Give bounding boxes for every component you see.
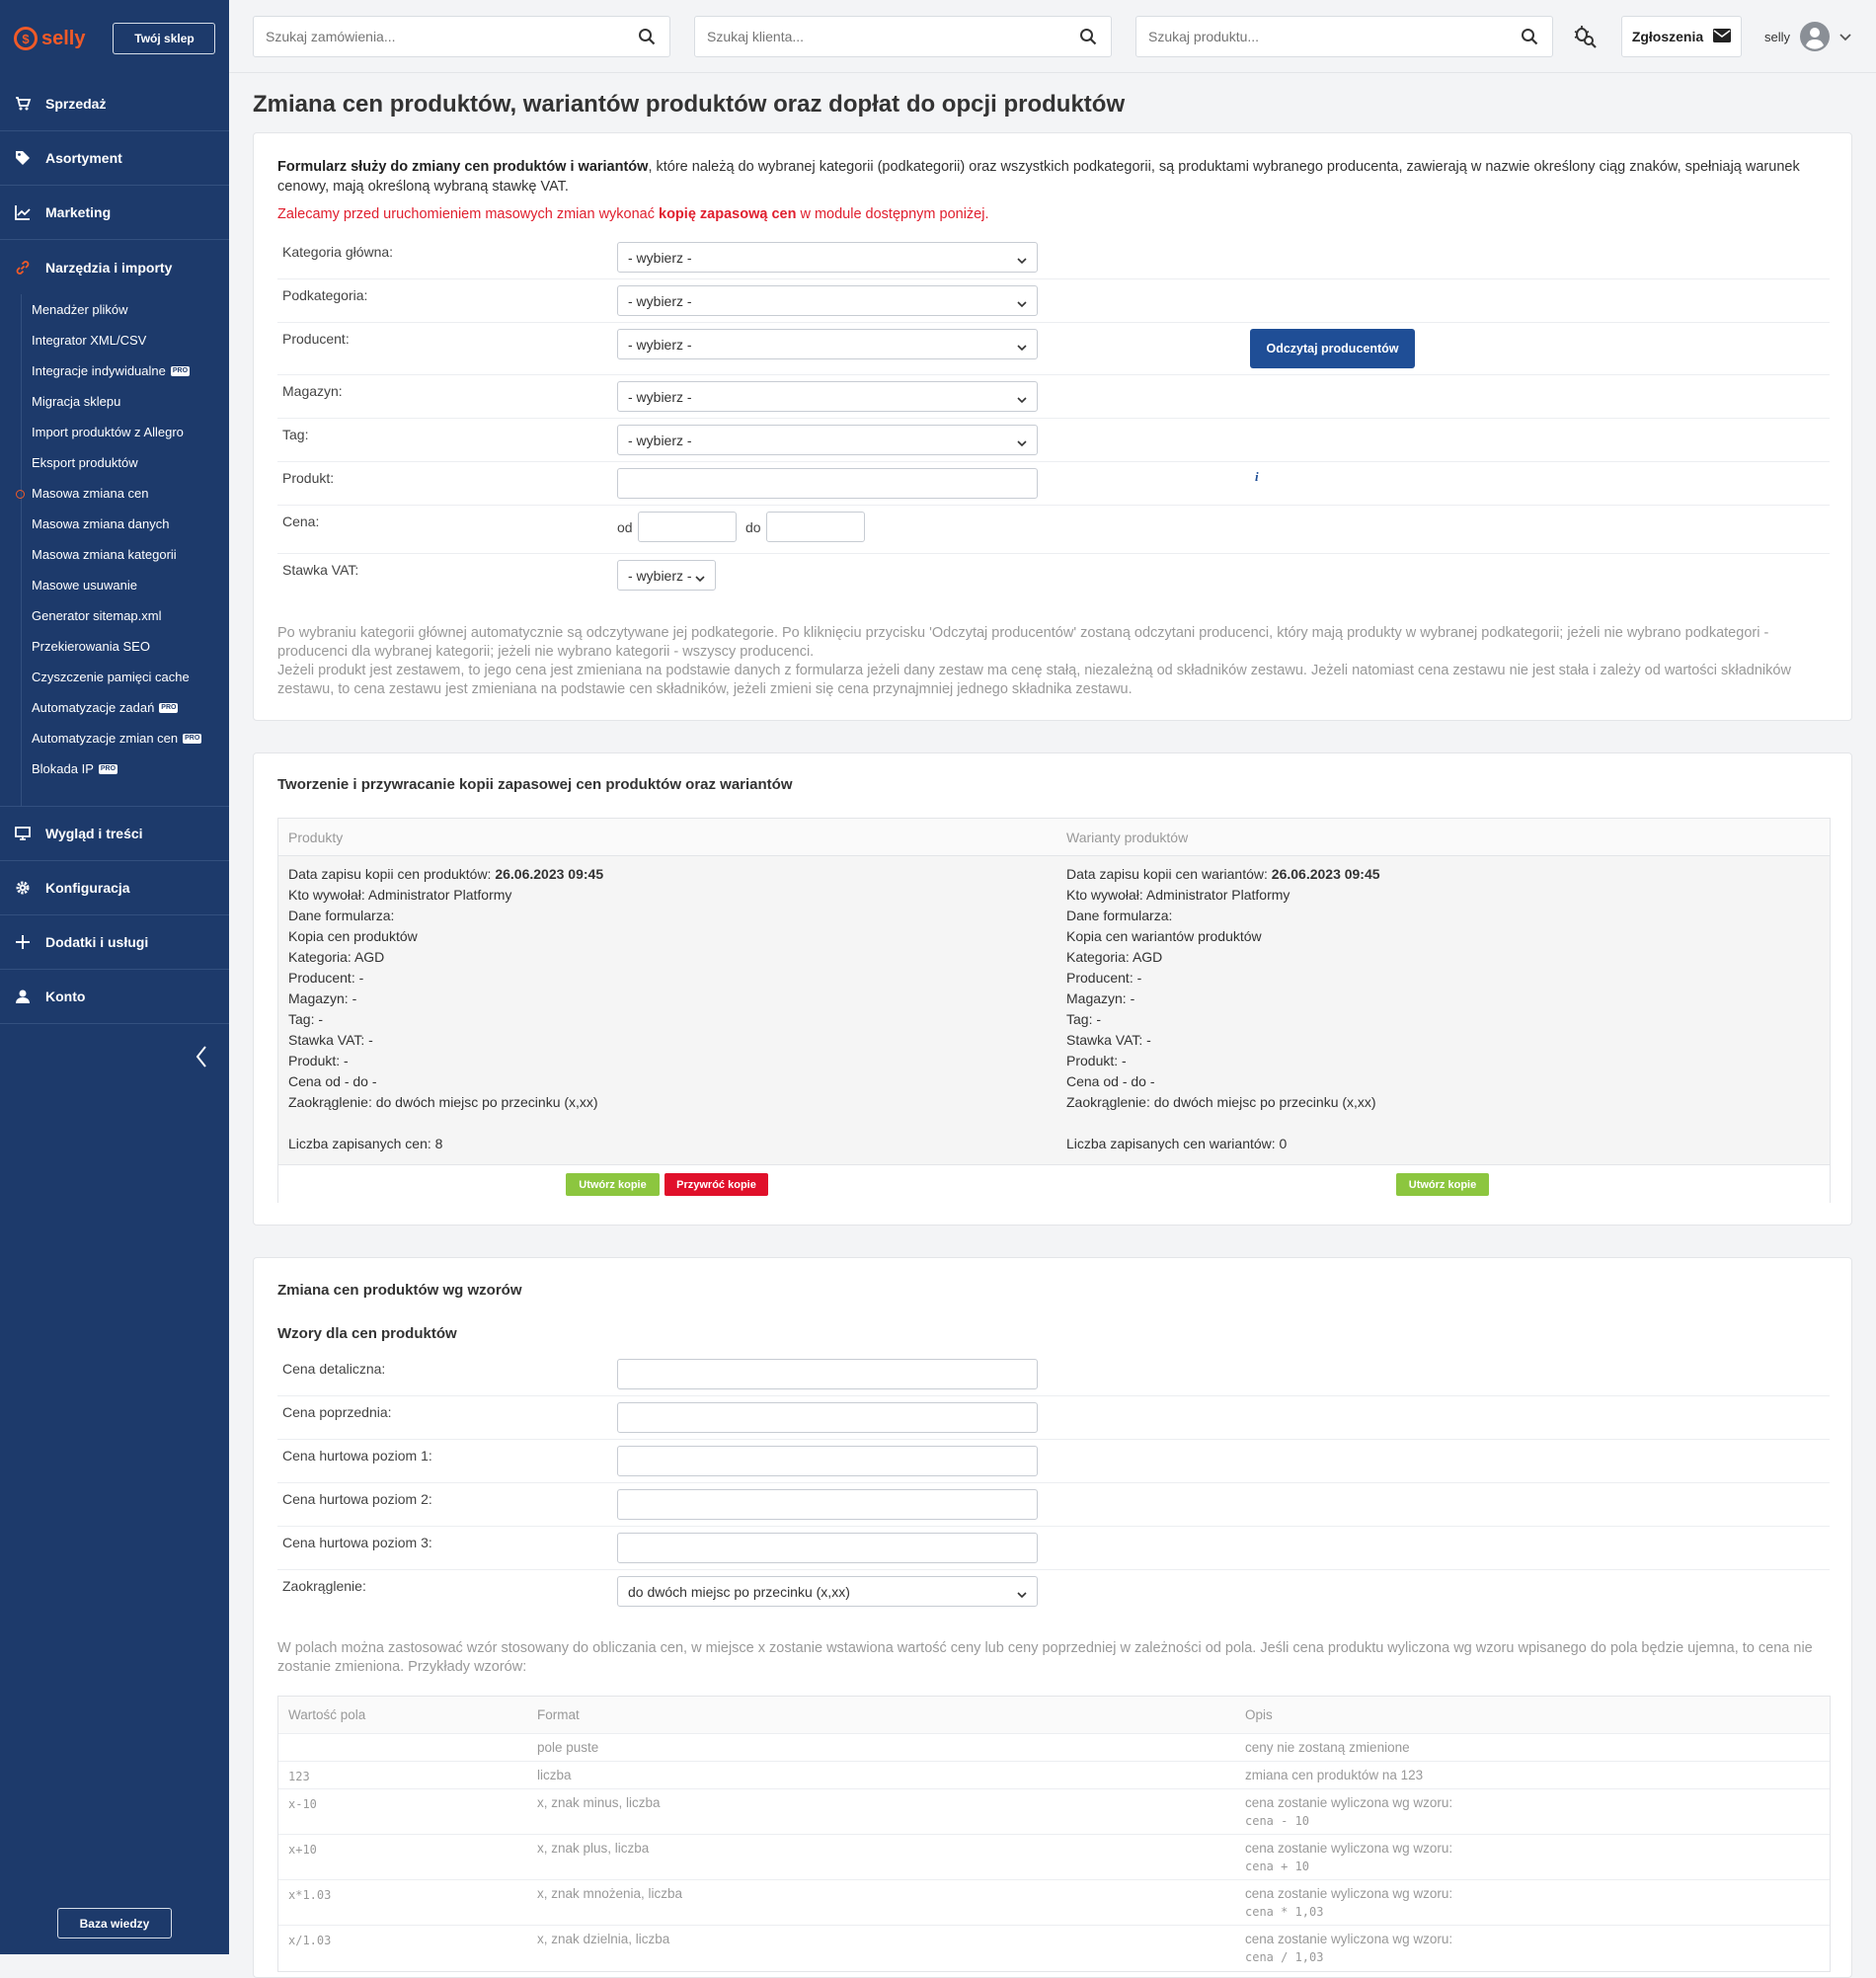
submenu-label: Czyszczenie pamięci cache <box>32 670 190 684</box>
form-row-vat <box>277 554 1830 603</box>
vat-select[interactable] <box>617 560 716 591</box>
table-cell: cena * 1,03 <box>1245 1905 1324 1919</box>
select-value: - wybierz - <box>628 432 692 448</box>
warn-text: w module dostępnym poniżej. <box>796 206 989 222</box>
spacer <box>288 1113 603 1134</box>
submenu-label: Blokada IP <box>32 761 94 776</box>
selly-logo[interactable] <box>14 27 85 50</box>
table-header: Format <box>537 1707 580 1722</box>
intro-bold: Formularz służy do zmiany cen produktów i wariantów <box>277 159 649 175</box>
link-icon <box>14 259 32 277</box>
sidebar-item-label: Narzędzia i importy <box>45 259 173 276</box>
backup-title: Tworzenie i przywracanie kopii zapasowej cen produktów oraz wariantów <box>277 776 793 793</box>
chevron-down-icon <box>1839 30 1851 44</box>
backup-line: Produkt: - <box>288 1053 349 1068</box>
submenu-label: Eksport produktów <box>32 455 138 470</box>
tickets-label: Zgłoszenia <box>1631 29 1704 44</box>
tickets-button[interactable] <box>1621 16 1742 57</box>
submenu-item[interactable] <box>0 600 229 631</box>
table-cell: pole puste <box>537 1740 599 1755</box>
date-label: Data zapisu kopii cen wariantów: <box>1066 866 1272 882</box>
sidebar-item-label: Sprzedaż <box>45 96 107 112</box>
table-cell: x, znak dzielnia, liczba <box>537 1932 670 1946</box>
formulas-title: Zmiana cen produktów wg wzorów <box>277 1282 522 1299</box>
sidebar-item-account[interactable] <box>0 970 229 1024</box>
sidebar-item-label: Dodatki i usługi <box>45 934 149 950</box>
table-cell: x, znak minus, liczba <box>537 1795 661 1810</box>
subcategory-label: Podkategoria: <box>282 287 368 303</box>
avatar-icon <box>1800 22 1830 51</box>
table-cell: x-10 <box>288 1797 317 1811</box>
formulas-note: W polach można zastosować wzór stosowany do obliczania cen, w miejsce x zostanie wstawiona wartość ceny lub ceny poprzedniej w zależności od pola. Jeśli cena produktu wyliczona wg wzoru wpisanego do pola będzie ujemna, to cena nie zostanie zmieniona. Przykłady wzorów: <box>277 1640 1813 1675</box>
producer-select[interactable] <box>617 329 1038 359</box>
page-title: Zmiana cen produktów, wariantów produktów oraz dopłat do opcji produktów <box>253 91 1126 118</box>
backup-line: Dane formularza: <box>288 908 395 923</box>
backup-line: Producent: - <box>288 970 364 986</box>
chart-icon <box>14 203 32 221</box>
main-content <box>229 73 1876 1964</box>
variants-header: Warianty produktów <box>1066 830 1189 845</box>
backup-line: Stawka VAT: - <box>1066 1032 1151 1048</box>
submenu-item[interactable] <box>0 631 229 662</box>
pro-badge: PRO <box>185 734 200 742</box>
warn-bold: kopię zapasową cen <box>659 206 797 222</box>
table-cell: x, znak mnożenia, liczba <box>537 1886 683 1901</box>
formulas-card <box>253 1257 1852 1978</box>
backup-warning <box>277 206 989 222</box>
backup-table <box>277 818 1831 1203</box>
warn-text: Zalecamy przed uruchomieniem masowych zmian wykonać <box>277 206 660 222</box>
table-cell: cena / 1,03 <box>1245 1950 1324 1964</box>
price-from-label: od <box>617 519 633 535</box>
backup-line: Tag: - <box>1066 1011 1102 1027</box>
form-row-rounding <box>277 1570 1830 1614</box>
pro-badge: PRO <box>172 366 189 374</box>
submenu-label: Przekierowania SEO <box>32 639 150 654</box>
table-cell: x/1.03 <box>288 1934 332 1947</box>
sidebar-item-marketing[interactable] <box>0 186 229 240</box>
collapse-sidebar-icon[interactable] <box>194 1045 209 1068</box>
envelope-icon <box>1713 29 1731 45</box>
product-input[interactable] <box>617 468 1038 499</box>
tag-select[interactable] <box>617 425 1038 455</box>
form-row-tag <box>277 419 1830 462</box>
wholesale3-price-input[interactable] <box>617 1533 1038 1563</box>
subcategory-select[interactable] <box>617 285 1038 316</box>
search-products <box>1135 16 1553 57</box>
sidebar-item-label: Konto <box>45 989 86 1004</box>
chevron-down-icon <box>1017 340 1027 350</box>
cart-icon <box>14 95 32 113</box>
tag-label: Tag: <box>282 427 309 442</box>
form-row-wholesale3 <box>277 1527 1830 1570</box>
table-cell: x*1.03 <box>288 1888 332 1902</box>
selly-logo-icon: $ <box>14 27 38 50</box>
submenu-item[interactable] <box>0 356 229 386</box>
products-header: Produkty <box>288 830 344 845</box>
form-row-subcategory <box>277 279 1830 323</box>
backup-line: Cena od - do - <box>1066 1073 1155 1089</box>
wholesale3-label: Cena hurtowa poziom 3: <box>282 1535 432 1550</box>
sidebar <box>0 0 229 1954</box>
table-cell: cena + 10 <box>1245 1859 1310 1873</box>
sidebar-item-sales[interactable] <box>0 77 229 131</box>
product-label: Produkt: <box>282 470 335 486</box>
price-to-label: do <box>745 519 761 535</box>
select-value: - wybierz - <box>628 336 692 353</box>
logo-text: selly <box>41 27 86 49</box>
form-row-retail <box>277 1353 1830 1396</box>
search-icon[interactable] <box>1521 28 1538 45</box>
form-row-producer <box>277 323 1830 375</box>
table-cell: cena zostanie wyliczona wg wzoru: <box>1245 1932 1453 1946</box>
shop-button[interactable]: Twój sklep <box>113 23 215 54</box>
rounding-label: Zaokrąglenie: <box>282 1578 366 1594</box>
date-value: 26.06.2023 09:45 <box>495 866 604 882</box>
submenu-item-active[interactable] <box>0 478 229 509</box>
table-cell: cena zostanie wyliczona wg wzoru: <box>1245 1886 1453 1901</box>
select-value: - wybierz - <box>628 292 692 309</box>
vat-label: Stawka VAT: <box>282 562 359 578</box>
form-row-product <box>277 462 1830 506</box>
form-row-wholesale2 <box>277 1483 1830 1527</box>
backup-line: Magazyn: - <box>1066 990 1135 1006</box>
tag-icon <box>14 149 32 167</box>
knowledge-base-button[interactable]: Baza wiedzy <box>57 1908 172 1938</box>
user-name: selly <box>1764 29 1791 44</box>
sidebar-item-tools[interactable] <box>0 240 229 294</box>
submenu-item[interactable] <box>0 692 229 723</box>
sidebar-item-config[interactable] <box>0 861 229 915</box>
backup-line: Kto wywołał: Administrator Platformy <box>288 887 512 903</box>
submenu-label: Automatyzacje zadań <box>32 700 155 715</box>
submenu-item[interactable] <box>0 723 229 753</box>
table-cell: x, znak plus, liczba <box>537 1841 650 1856</box>
submenu-item[interactable] <box>0 662 229 692</box>
search-icon[interactable] <box>638 28 656 45</box>
submenu-label: Generator sitemap.xml <box>32 608 162 623</box>
table-cell: x+10 <box>288 1843 317 1857</box>
backup-line: Stawka VAT: - <box>288 1032 373 1048</box>
sidebar-header <box>0 0 229 77</box>
search-icon[interactable] <box>1079 28 1097 45</box>
price-to-input[interactable] <box>766 512 865 542</box>
chevron-down-icon <box>1017 392 1027 402</box>
table-header-row <box>278 1697 1830 1734</box>
backup-line: Produkt: - <box>1066 1053 1127 1068</box>
sidebar-item-label: Wygląd i treści <box>45 826 143 841</box>
sidebar-item-appearance[interactable] <box>0 807 229 861</box>
form-note-2: Jeżeli produkt jest zestawem, to jego cena jest zmieniana na podstawie danych z formularza jeżeli dany zestaw ma cenę stałą, niezależną od składników zestawu. Jeżeli natomiast cena zestawu nie jest stała i zależy od wartości składników zestawu, to cena zestawu jest zmieniana na podstawie cen składników, jeżeli zmieni się cena przynajmniej jednego składnika zestawu. <box>277 663 1791 697</box>
price-from-input[interactable] <box>638 512 737 542</box>
backup-line: Kategoria: AGD <box>288 949 385 965</box>
select-value: - wybierz - <box>628 388 692 405</box>
backup-card <box>253 752 1852 1226</box>
sidebar-item-label: Konfiguracja <box>45 880 130 896</box>
table-row <box>278 1734 1830 1762</box>
chevron-down-icon <box>1017 435 1027 445</box>
table-cell: zmiana cen produktów na 123 <box>1245 1768 1424 1782</box>
search-clients-input[interactable] <box>707 29 1062 44</box>
variants-backup-info <box>1066 864 1380 1154</box>
restore-products-backup-button[interactable]: Przywróć kopie <box>664 1173 768 1196</box>
create-products-backup-button[interactable]: Utwórz kopie <box>566 1173 660 1196</box>
search-orders <box>253 16 670 57</box>
submenu-item[interactable] <box>0 447 229 478</box>
bug-search-icon[interactable] <box>1572 24 1598 49</box>
backup-line: Kto wywołał: Administrator Platformy <box>1066 887 1290 903</box>
form-row-category <box>277 236 1830 279</box>
chevron-down-icon <box>1017 1587 1027 1597</box>
submenu-item[interactable] <box>0 325 229 356</box>
create-variants-backup-button[interactable]: Utwórz kopie <box>1396 1173 1489 1196</box>
formulas-subtitle: Wzory dla cen produktów <box>277 1325 457 1342</box>
retail-label: Cena detaliczna: <box>282 1361 386 1377</box>
submenu-label: Masowa zmiana danych <box>32 516 170 531</box>
search-orders-input[interactable] <box>266 29 621 44</box>
submenu-label: Masowe usuwanie <box>32 578 137 593</box>
form-intro <box>277 157 1828 197</box>
warehouse-select[interactable] <box>617 381 1038 412</box>
user-menu[interactable] <box>1764 20 1851 53</box>
info-icon[interactable]: i <box>1255 469 1259 484</box>
table-row <box>278 1789 1830 1835</box>
submenu-item[interactable] <box>0 570 229 600</box>
submenu-label: Import produktów z Allegro <box>32 425 184 439</box>
submenu-label: Automatyzacje zmian cen <box>32 731 179 746</box>
spacer <box>1066 1113 1380 1134</box>
plus-icon <box>14 933 32 951</box>
table-row <box>278 1835 1830 1880</box>
submenu-item[interactable] <box>0 294 229 325</box>
backup-line: Tag: - <box>288 1011 324 1027</box>
products-backup-info <box>288 864 603 1154</box>
warehouse-label: Magazyn: <box>282 383 343 399</box>
backup-line: Kategoria: AGD <box>1066 949 1163 965</box>
chevron-down-icon <box>695 571 705 581</box>
form-row-previous <box>277 1396 1830 1440</box>
table-header: Opis <box>1245 1707 1273 1722</box>
monitor-icon <box>14 825 32 842</box>
sidebar-item-label: Marketing <box>45 204 112 220</box>
submenu-label: Integrator XML/CSV <box>32 333 147 348</box>
submenu-item[interactable] <box>0 539 229 570</box>
form-note-1: Po wybraniu kategorii głównej automatycznie są odczytywane jej podkategorie. Po kliknięciu przycisku 'Odczytaj producentów' zostaną odczytani producenci, który mają produkty w wybranej podkategorii; jeżeli nie wybrano podkategori - producenci dla wybranej kategorii; jeżeli nie wybrano kategorii - wszyscy producenci. <box>277 625 1769 660</box>
submenu-item[interactable] <box>0 417 229 447</box>
table-cell: cena - 10 <box>1245 1814 1310 1828</box>
category-select[interactable] <box>617 242 1038 273</box>
wholesale1-label: Cena hurtowa poziom 1: <box>282 1448 432 1464</box>
rounding-select[interactable] <box>617 1576 1038 1607</box>
sidebar-item-addons[interactable] <box>0 915 229 970</box>
submenu-label: Masowa zmiana kategorii <box>32 547 177 562</box>
submenu-label: Menadżer plików <box>32 302 128 317</box>
table-cell: 123 <box>288 1770 310 1783</box>
table-cell: ceny nie zostaną zmienione <box>1245 1740 1410 1755</box>
table-row <box>278 1926 1830 1971</box>
table-header: Wartość pola <box>288 1707 366 1722</box>
search-products-input[interactable] <box>1148 29 1504 44</box>
sidebar-item-assortment[interactable] <box>0 131 229 186</box>
submenu-label: Migracja sklepu <box>32 394 121 409</box>
filter-form-card <box>253 132 1852 721</box>
submenu-item[interactable] <box>0 753 229 784</box>
producer-label: Producent: <box>282 331 350 347</box>
products-backup-date <box>288 864 603 885</box>
form-row-warehouse <box>277 375 1830 419</box>
products-backup-count: Liczba zapisanych cen: 8 <box>288 1136 443 1151</box>
wholesale2-price-input[interactable] <box>617 1489 1038 1520</box>
wholesale1-price-input[interactable] <box>617 1446 1038 1476</box>
variants-backup-date <box>1066 864 1380 885</box>
backup-line: Zaokrąglenie: do dwóch miejsc po przecinku (x,xx) <box>1066 1094 1376 1110</box>
read-producers-button[interactable]: Odczytaj producentów <box>1250 329 1415 368</box>
table-cell: liczba <box>537 1768 572 1782</box>
select-value: - wybierz - <box>628 567 692 584</box>
backup-line: Magazyn: - <box>288 990 357 1006</box>
search-clients <box>694 16 1112 57</box>
previous-label: Cena poprzednia: <box>282 1404 392 1420</box>
pro-badge: PRO <box>161 703 177 711</box>
backup-line: Zaokrąglenie: do dwóch miejsc po przecinku (x,xx) <box>288 1094 598 1110</box>
previous-price-input[interactable] <box>617 1402 1038 1433</box>
select-value: - wybierz - <box>628 249 692 266</box>
backup-line: Kopia cen produktów <box>288 928 418 944</box>
select-value: do dwóch miejsc po przecinku (x,xx) <box>628 1583 850 1600</box>
submenu-item[interactable] <box>0 509 229 539</box>
intro-text: , które należą do wybranej kategorii (podkategorii) oraz wszystkich podkategorii, są produktami wybranego producenta, zawierają w nazwie określony ciąg znaków, spełniają warunek cenowy, mają określoną wybraną stawkę VAT. <box>277 159 1800 195</box>
form-row-wholesale1 <box>277 1440 1830 1483</box>
backup-actions <box>278 1164 1830 1203</box>
wholesale2-label: Cena hurtowa poziom 2: <box>282 1491 432 1507</box>
pro-badge: PRO <box>100 764 117 772</box>
tools-submenu <box>0 294 229 807</box>
form-row-price <box>277 506 1830 554</box>
table-row <box>278 1762 1830 1789</box>
chevron-down-icon <box>1017 296 1027 306</box>
category-label: Kategoria główna: <box>282 244 394 260</box>
variants-backup-count: Liczba zapisanych cen wariantów: 0 <box>1066 1136 1288 1151</box>
backup-line: Dane formularza: <box>1066 908 1173 923</box>
submenu-label: Integracje indywidualne <box>32 363 166 378</box>
backup-table-header <box>278 819 1830 856</box>
gear-icon <box>14 879 32 897</box>
table-cell: cena zostanie wyliczona wg wzoru: <box>1245 1841 1453 1856</box>
user-icon <box>14 988 32 1005</box>
table-cell: cena zostanie wyliczona wg wzoru: <box>1245 1795 1453 1810</box>
backup-line: Producent: - <box>1066 970 1142 986</box>
formula-examples-table <box>277 1696 1831 1972</box>
submenu-label: Masowa zmiana cen <box>32 486 149 501</box>
date-value: 26.06.2023 09:45 <box>1271 866 1380 882</box>
retail-price-input[interactable] <box>617 1359 1038 1389</box>
backup-line: Kopia cen wariantów produktów <box>1066 928 1262 944</box>
table-row <box>278 1880 1830 1926</box>
backup-line: Cena od - do - <box>288 1073 377 1089</box>
topbar <box>229 0 1876 73</box>
date-label: Data zapisu kopii cen produktów: <box>288 866 496 882</box>
price-label: Cena: <box>282 514 320 529</box>
sidebar-item-label: Asortyment <box>45 150 122 166</box>
submenu-item[interactable] <box>0 386 229 417</box>
chevron-down-icon <box>1017 253 1027 263</box>
